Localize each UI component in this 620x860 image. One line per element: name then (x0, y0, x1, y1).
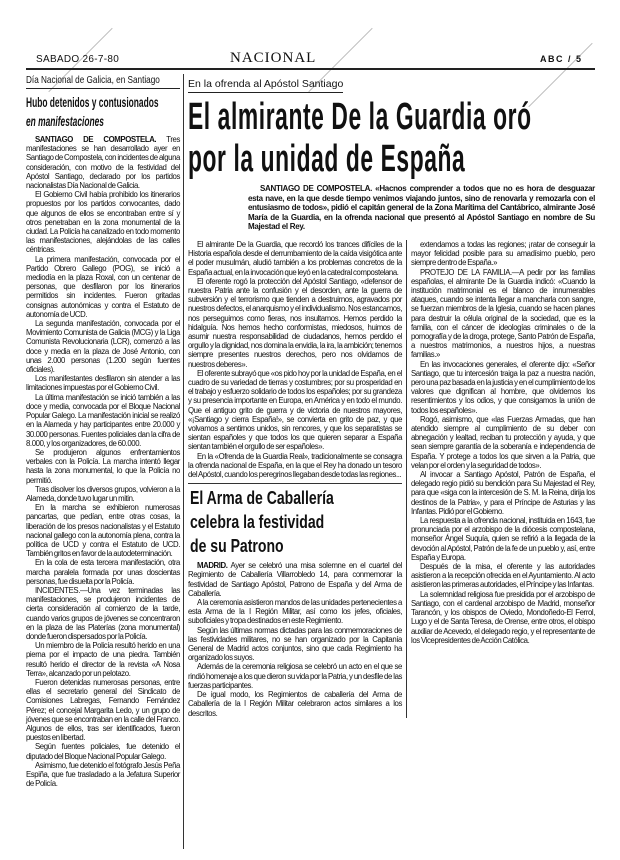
arma-headline-line-1: El Arma de Caballería (190, 488, 334, 509)
paragraph (188, 369, 402, 452)
paragraph-text: Al invocar a Santiago Apóstol, Patrón de España, el delegado regio pidió su bendición para Su Majestad el Rey, para que «siga con la intercesión de S. M. la Reina, dirija los destinos de la Patria», y para el Príncipe de Asturias y las Infantas. Pidió por el Gobierno. (411, 470, 595, 516)
left-kicker-text: Día Nacional de Galicia, en Santiago (26, 74, 160, 86)
page-number: ABC / 5 (540, 54, 583, 64)
main-kicker-text: En la ofrenda al Apóstol Santiago (188, 78, 344, 90)
paragraph-text: Además de la ceremonia religiosa se celebró un acto en el que se rindió homenaje a los que dieron su vida por la Patria, y un desfile de las fuerzas participantes. (188, 662, 402, 690)
paragraph-text: La última manifestación se inició también a las doce y media, convocada por el Bloque Nacional Popular Galego. La manifestación inicial se realizó en la Alameda y hay participantes entre 20.000 y 30.000 personas. Fuentes policiales dan la cifra de 8.000, y los organizadores, de 60.000. (26, 392, 180, 448)
paragraph (188, 626, 402, 663)
paragraph (411, 240, 595, 268)
paragraph (26, 485, 180, 503)
column-divider (183, 74, 184, 849)
paragraph-text: A la ceremonia asistieron mandos de las unidades pertenecientes a esta Arma de la I Región Militar, así como los jefes, oficiales, suboficiales y tropa destinados en este Regimiento. (188, 598, 402, 626)
paragraph-text: extendamos a todas las regiones; ¡ratar de conseguir la mayor felicidad posible para su amadísimo pueblo, pero siempre dentro de España.» (411, 239, 595, 268)
main-article (188, 74, 595, 718)
paragraph (188, 452, 402, 480)
paragraph (26, 448, 180, 485)
paragraph-text: Se produjeron algunos enfrentamientos verbales con la Policía. La marcha intentó llegar hasta la zona monumental, lo que la Policía no permitió. (26, 447, 180, 485)
paragraph (411, 516, 595, 562)
dateline: SANTIAGO DE COMPOSTELA. (35, 135, 157, 144)
paragraph-text: Rogó, asimismo, que «las Fuerzas Armadas, que han atendido siempre al cumplimiento de su deber con abnegación y lealtad, reciban tu protección y ayuda, y que sean siempre garantía de la soberanía e independencia de España. Y protege a todos los que sirven a la Patria, que velan por el orden y la seguridad de todos». (411, 414, 595, 470)
paragraph (26, 190, 180, 254)
paragraph (411, 415, 595, 470)
paragraph (26, 558, 180, 586)
paragraph (26, 255, 180, 319)
paragraph (26, 742, 180, 760)
paragraph-text: El oferente subrayó que «os pido hoy por la unidad de España, en el cuadro de su variedad de tierras y costumbres; por su prosperidad en el trabajo y esfuerzo solidario de todos los españoles; por su grandeza y su presencia importante en Europa, en América y en todo el mundo. Que el antiguo grito de guerra y de victoria de nuestros mayores, «¡Santiago y cierra España!», se convierta en grito de paz, y que volvamos a sentirnos unidos, sin rencores, y que los separatistas se sientan españoles y que todos los que quieren separar a España sientan también el orgullo de ser españoles». (188, 368, 402, 452)
paragraph-text: Según las últimas normas dictadas para las conmemoraciones de las festividades militares, no se han organizado por la Capitanía General de Madrid actos conjuntos, sino que cada Regimiento ha organizado los suyos. (188, 625, 402, 663)
paragraph-text: Ayer se celebró una misa solemne en el cuartel del Regimiento de Caballería Villarrobledo 14, para conmemorar la festividad de Santiago Apóstol, Patrono de España y del Arma de Caballería. (188, 561, 402, 598)
main-column-a (188, 240, 402, 718)
paragraph-text: PROTEJO DE LA FAMILIA.—A pedir por las familias españolas, el almirante De la Guardia indicó: «Cuando la institución matrimonial es el blanco de innumerables ataques, cuando se intenta llegar a mancharla con sangre, se fuerzan miembros de la Iglesia, cuando se hacen planes para destruir la célula original de la sociedad, que es la familia, con el cáncer de ideologías criminales o de la pornografía y de la droga, protege, Santo Patrón de España, a nuestros matrimonios, a nuestros hijos, a nuestras familias.» (411, 267, 595, 360)
arma-headline-line-3: de su Patrono (190, 536, 284, 557)
paragraph-text: En la cola de esta tercera manifestación, otra marcha paralela formada por unas doscientas personas, fue disuelta por la Policía. (26, 558, 180, 586)
main-kicker (188, 78, 343, 93)
main-headline-line-2: por la unidad de España (188, 138, 466, 180)
paragraph-text: Asimismo, fue detenido el fotógrafo Jesús Peña Espiña, que fue trasladado a la Jefatura Superior de Policía. (26, 760, 180, 789)
paragraph-text: En la «Ofrenda de la Guardia Real», tradicionalmente se consagra la ofrenda nacional de España, en la que el Rey ha donado un tesoro del Apóstol, cuando los peregrinos llegaban desde todas las regiones... (188, 451, 402, 480)
main-columns (188, 240, 595, 718)
main-lead (248, 184, 595, 232)
header-rule (26, 68, 595, 70)
section-rule (188, 483, 402, 484)
arma-headline-line-2: celebra la festividad (190, 512, 325, 533)
left-headline (26, 93, 173, 131)
paragraph-text: El almirante De la Guardia, que recordó los trances difíciles de la Historia española desde el derrumbamiento de la caída visigótica ante el poder musulmán, aludió también a los problemas concretos de la España actual, en la invocación que leyó en la catedral compostelana. (188, 239, 402, 277)
left-article (26, 74, 180, 788)
left-headline-line-1: Hubo detenidos y contusionados (26, 94, 159, 110)
paragraph-text: INCIDENTES.—Una vez terminadas las manifestaciones, se produjeron incidentes de cierta consideración al comienzo de la tarde, cuando varios grupos de jóvenes se concentraron en la plaza de las Platerías (zona monumental) donde fueron dispersados por la Policía. (26, 585, 180, 641)
paragraph (411, 470, 595, 516)
paragraph (26, 374, 180, 392)
main-headline (188, 96, 532, 180)
left-headline-line-2: en manifestaciones (26, 113, 104, 129)
paragraph-text: La segunda manifestación, convocada por el Movimiento Comunista de Galicia (MCG) y la Liga Comunista Revolucionaria (LCR), comenzó a las doce y media en la plaza de José Antonio, con unas 2.000 personas (1.200 según fuentes oficiales). (26, 319, 180, 375)
left-kicker (26, 74, 180, 89)
paragraph-text: El oferente rogó la protección del Apóstol Santiago, «defensor de nuestra Patria ante la confusión y el desorden, ante la guerra de subversión y el terrorismo que tienden a destruirnos, agravados por nuestros defectos, el anarquismo y el individualismo. Nos estancamos, nos perseguimos como fieras, nos insultamos. Hemos perdido la hidalguía. Nos hemos hecho conformistas, miedosos, huimos de asumir nuestra responsabilidad de ciudadanos, hemos perdido el orgullo y la dignidad, nos domina la envidia, la ira, la ambición; tenemos siempre presentes nuestros derechos, pero nos olvidamos de nuestros deberes». (188, 276, 402, 369)
issue-date: SABADO 26-7-80 (36, 54, 120, 65)
paragraph-text: Después de la misa, el oferente y las autoridades asistieron a la recepción ofrecida en el Ayuntamiento. Al acto asistieron las primeras autoridades, el Príncipe y las Infantas. (411, 562, 595, 590)
paragraph (26, 678, 180, 742)
paragraph-text: Fueron detenidas numerosas personas, entre ellas el secretario general del Sindicato de Comisiones Labregas, Fernando Fernández Pérez; el concejal Margarita Ledo, y un grupo de jóvenes que se encontraban en la calle del Franco. Algunos de ellos, tras ser identificados, fueron puestos en libertad. (26, 677, 180, 743)
paragraph (26, 641, 180, 678)
main-article-column-2 (406, 240, 595, 718)
arma-headline (190, 486, 377, 558)
paragraph-text: De igual modo, los Regimientos de caballería del Arma de Caballería de la I Región Militar celebraron actos similares a los descritos. (188, 690, 402, 718)
paragraph (26, 503, 180, 558)
paragraph (26, 586, 180, 641)
paragraph (188, 690, 402, 718)
paragraph (26, 393, 180, 448)
paragraph (26, 135, 180, 190)
main-article-column-1 (188, 240, 402, 479)
section-title: NACIONAL (230, 50, 317, 66)
paragraph-text: En la marcha se exhibieron numerosas pancartas, que pedían, entre otras cosas, la liberación de los presos nacionalistas y el Estatuto nacional gallego con la autonomía plena, contra la política de UCD y contra el Estatuto de UCD. También gritos en favor de la autodeterminación. (26, 503, 180, 559)
paragraph-text: Un miembro de la Policía resultó herido en una pierna por el impacto de una piedra. También resultó herido el director de la revista «A Nosa Terra», alcanzado por un pelotazo. (26, 641, 180, 678)
paragraph-text: Tras disolver los diversos grupos, volvieron a la Alameda, donde tuvo lugar un mitin. (26, 484, 180, 503)
paragraph (188, 662, 402, 690)
paragraph (26, 319, 180, 374)
paragraph (26, 761, 180, 789)
paragraph-text: La respuesta a la ofrenda nacional, instituida en 1643, fue pronunciada por el arzobispo de la diócesis compostelana, monseñor Ángel Suquía, quien se refirió a la llegada de la devoción al Apóstol, Patrón de la fe de un pueblo y, así, entre España y Europa. (411, 516, 595, 562)
main-headline-line-1: El almirante De la Guardia oró (188, 96, 532, 138)
paragraph (188, 561, 402, 598)
paragraph-text: El Gobierno Civil había prohibido los itinerarios propuestos por los partidos convocantes, dado que algunos de ellos se encontraban entre sí y otros penetraban en la zona monumental de la ciudad. La Policía ha canalizado en todo momento las manifestaciones, alejándolas de las calles céntricas. (26, 190, 180, 255)
paragraph (188, 598, 402, 626)
paragraph (188, 240, 402, 277)
dateline: MADRID. (197, 561, 228, 571)
paragraph-text: En las invocaciones generales, el oferente dijo: «Señor Santiago, que tu intercesión traiga la paz a nuestra nación, pero una paz basada en la justicia y en el cumplimiento de los valores que dignifican al hombre, que olvidemos los resentimientos y los odios, y que consigamos la unión de todos los españoles». (411, 359, 595, 415)
paragraph-text: Tres manifestaciones se han desarrollado ayer en Santiago de Compostela, con incidentes de alguna consideración, con motivo de la festividad del Apóstol Santiago, declarado por los partidos nacionalistas Día Nacional de Galicia. (26, 135, 180, 191)
paragraph-text: Los manifestantes desfilaron sin atender a las limitaciones impuestas por el Gobierno Civil. (26, 374, 180, 393)
paragraph (411, 268, 595, 360)
paragraph-text: Según fuentes policiales, fue detenido el diputado del Bloque Nacional Popular Galego. (26, 742, 180, 761)
arma-article-body (188, 561, 402, 717)
paragraph (411, 590, 595, 645)
paragraph (411, 360, 595, 415)
left-article-body (26, 135, 180, 788)
paragraph (188, 277, 402, 369)
lead-text: «Hacnos comprender a todos que no es hora de desguazar esta nave, en la que desde tiempo venimos viajando juntos, sino de renovarla y remozarla con el entusiasmo de todos», pidió el capitán general de la Zona Marítima del Cantábrico, almirante José María de la Guardia, en la ofrenda nacional que presentó al Apóstol Santiago en nombre de Su Majestad el Rey. (248, 184, 595, 232)
paragraph (411, 562, 595, 590)
paragraph-text: La primera manifestación, convocada por el Partido Obrero Gallego (POG), se inició a mediodía en la plaza Roxal, con un centenar de personas, que desfilaron por los itinerarios permitidos sin incidentes. Fueron gritadas consignas autonómicas y contra el Estatuto de autonomía de UCD. (26, 254, 180, 319)
paragraph-text: La solemnidad religiosa fue presidida por el arzobispo de Santiago, con el cardenal arzobispo de Madrid, monseñor Tarancón, y los obispos de Oviedo, Mondoñedo-El Ferrol, Lugo y el de Santa Teresa, de Orense, entre otros, el obispo auxiliar de Acevedo, el delegado regio, y el representante de los Vicepresidentes de Acción Católica. (411, 589, 595, 645)
lead-dateline: SANTIAGO DE COMPOSTELA. (260, 184, 373, 193)
